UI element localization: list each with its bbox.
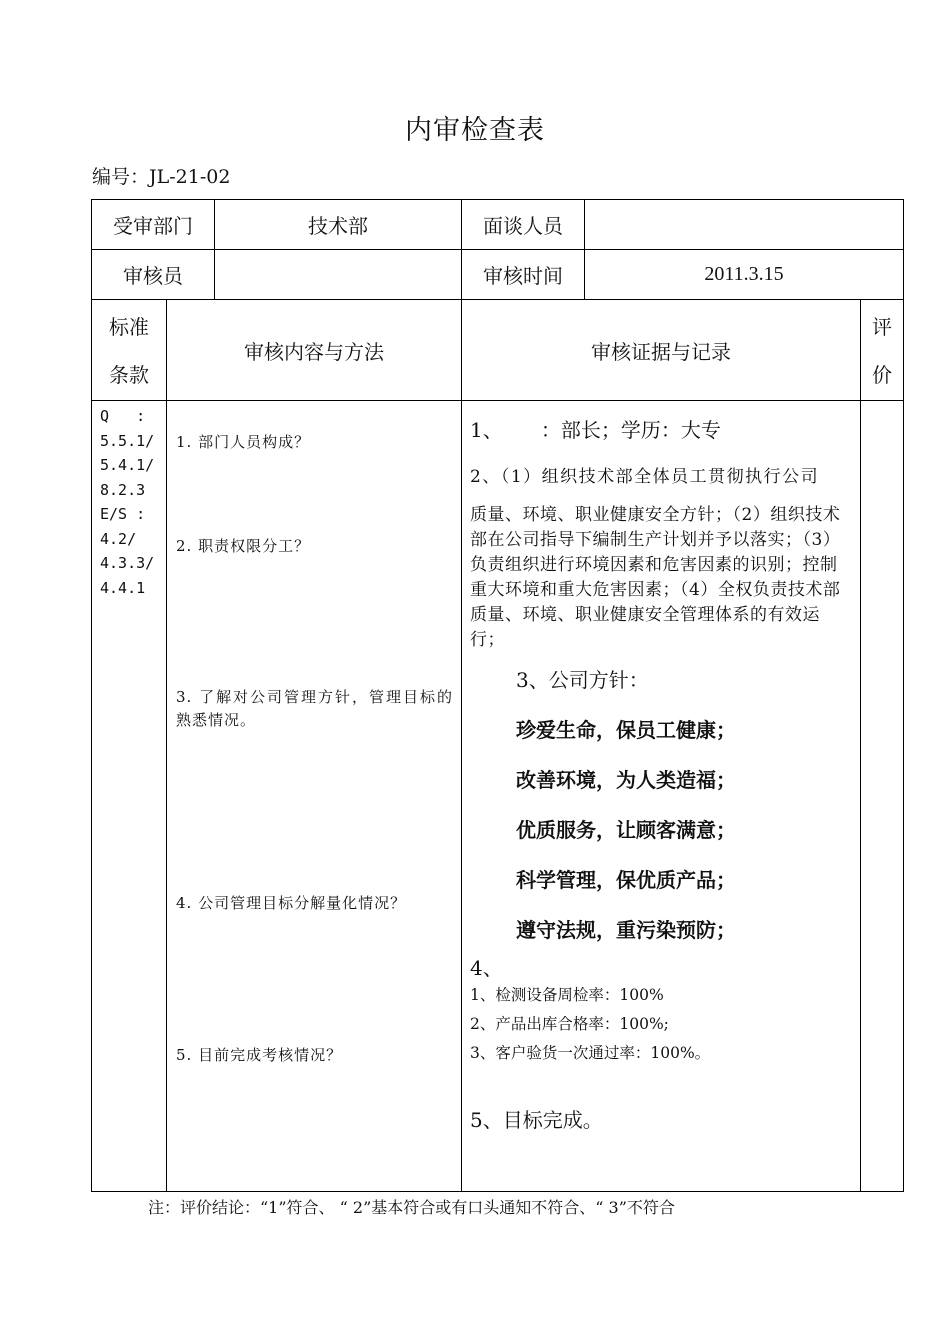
clause-text: Q : 5.5.1/ 5.4.1/ 8.2.3 E/S : 4.2/ 4.3.3/ 4.4.1 [100, 407, 155, 597]
dept-value: 技术部 [308, 214, 368, 238]
evidence-item-5: 5、目标完成。 [470, 1108, 603, 1132]
policy-slogan: 珍爱生命，保员工健康； [516, 718, 736, 742]
target-line: 3、客户验货一次通过率：100%。 [470, 1044, 711, 1062]
audit-date-label: 审核时间 [483, 264, 563, 288]
auditor-value [215, 250, 461, 299]
interviewee-value [585, 200, 903, 249]
policy-slogan: 遵守法规，重污染预防； [516, 918, 736, 942]
evidence-item-4-head: 4、 [470, 956, 503, 980]
policy-slogan: 改善环境，为人类造福； [516, 768, 736, 792]
rating-header-line2: 价 [872, 363, 892, 387]
interviewee-label: 面谈人员 [483, 214, 563, 238]
evidence-item-1: 1、 ：部长；学历：大专 [470, 418, 721, 442]
page-title: 内审检查表 [405, 115, 545, 146]
clause-header-line1: 标准 [109, 315, 149, 339]
audit-date-value: 2011.3.15 [704, 263, 784, 285]
clause-column-header [92, 302, 166, 400]
method-item-3: 3. 了解对公司管理方针，管理目标的熟悉情况。 [176, 688, 453, 729]
method-item-4: 4. 公司管理目标分解量化情况？ [176, 894, 407, 912]
policy-slogan: 科学管理，保优质产品； [516, 868, 736, 892]
rating-column-header [861, 302, 903, 400]
dept-label: 受审部门 [113, 214, 193, 238]
method-item-2: 2. 职责权限分工？ [176, 537, 311, 555]
evidence-item-2-head: 2、（1）组织技术部全体员工贯彻执行公司 [470, 467, 820, 487]
policy-slogan: 优质服务，让顾客满意； [516, 818, 736, 842]
clause-header-line2: 条款 [109, 363, 149, 387]
evidence-item-2-body: 质量、环境、职业健康安全方针；（2）组织技术部在公司指导下编制生产计划并予以落实；（3）负责组织进行环境因素和危害因素的识别；控制重大环境和重大危害因素；（4）全权负责技术部质量、环境、职业健康安全管理体系的有效运行； [470, 505, 841, 650]
document-number: 编号：JL-21-02 [92, 166, 231, 188]
method-item-5: 5. 目前完成考核情况？ [176, 1046, 343, 1064]
target-line: 2、产品出库合格率：100%; [470, 1015, 669, 1033]
rating-header-line1: 评 [872, 315, 892, 339]
method-column-header: 审核内容与方法 [244, 339, 384, 364]
auditor-label: 审核员 [123, 264, 183, 288]
method-item-1: 1. 部门人员构成？ [176, 433, 311, 451]
evidence-column-header: 审核证据与记录 [591, 339, 731, 364]
rating-footnote: 注：评价结论：“1”符合、 “ 2”基本符合或有口头通知不符合、“ 3”不符合 [148, 1198, 675, 1217]
evidence-item-3-head: 3、公司方针： [516, 668, 649, 692]
target-line: 1、检测设备周检率：100% [470, 986, 664, 1004]
